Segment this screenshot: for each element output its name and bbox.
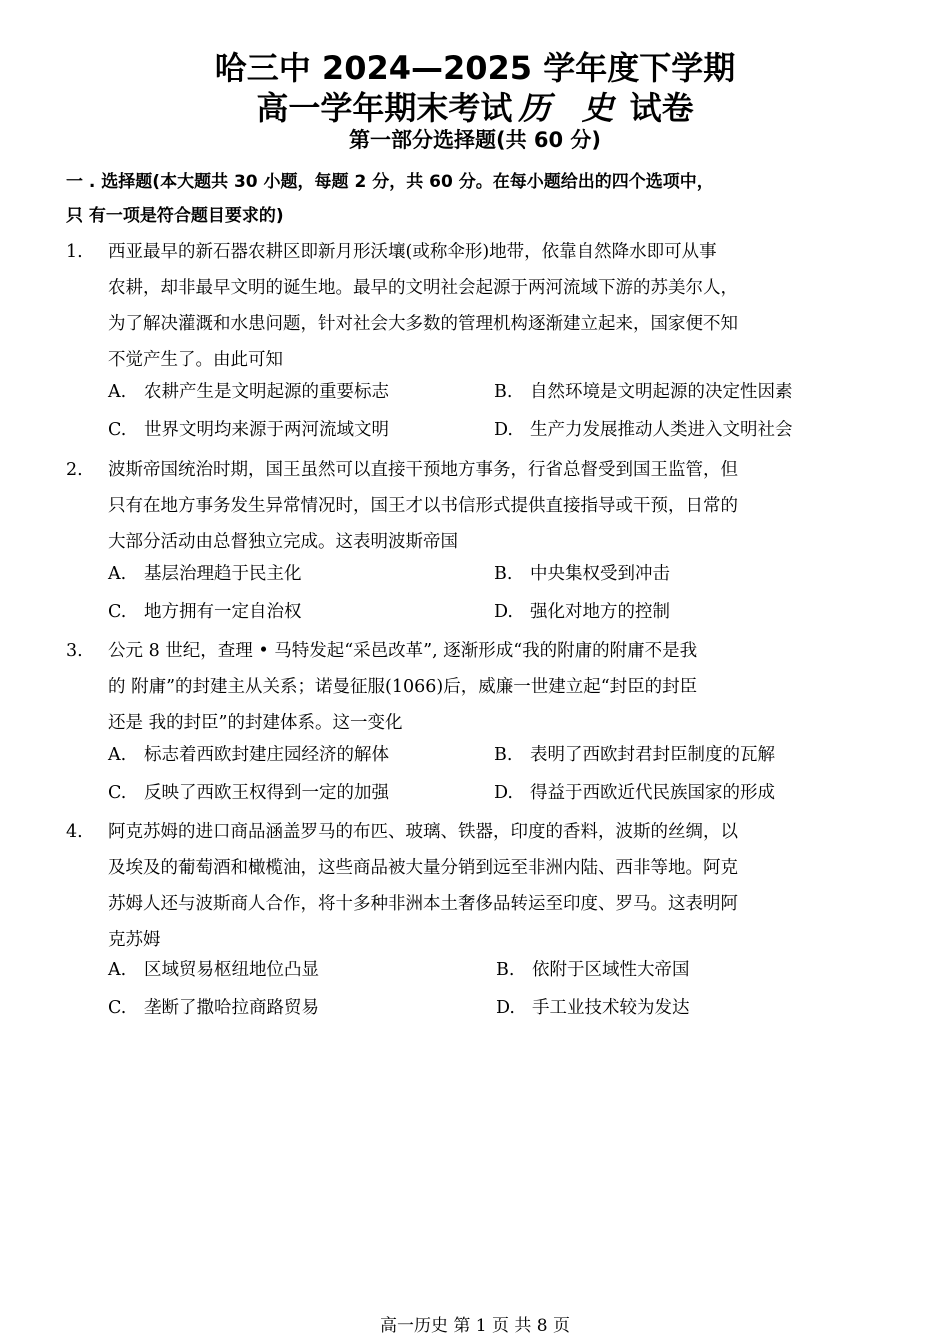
option-a: A. 区域贸易枢纽地位凸显: [108, 960, 319, 980]
question-line: 苏姆人还与波斯商人合作，将十多种非洲本土奢侈品转运至印度、罗马。这表明阿: [108, 894, 738, 914]
question-line: 不觉产生了。由此可知: [108, 350, 283, 370]
option-b: B. 中央集权受到冲击: [494, 564, 670, 584]
question-number: 2.: [66, 460, 83, 480]
question-line: 公元 8 世纪，查理 • 马特发起“采邑改革”, 逐渐形成“我的附庸的附庸不是我: [108, 641, 698, 661]
option-a: A. 农耕产生是文明起源的重要标志: [108, 382, 389, 402]
question-number: 1.: [66, 242, 83, 262]
question-line: 的 附庸”的封建主从关系；诺曼征服(1066)后，威廉一世建立起“封臣的封臣: [108, 677, 698, 697]
question-number: 3.: [66, 641, 83, 661]
option-d: D. 得益于西欧近代民族国家的形成: [494, 783, 775, 803]
question-line: 还是 我的封臣”的封建体系。这一变化: [108, 713, 403, 733]
question-line: 西亚最早的新石器农耕区即新月形沃壤(或称伞形)地带，依靠自然降水即可从事: [108, 242, 717, 262]
option-c: C. 反映了西欧王权得到一定的加强: [108, 783, 389, 803]
option-b: B. 依附于区域性大帝国: [496, 960, 690, 980]
option-b: B. 自然环境是文明起源的决定性因素: [494, 382, 793, 402]
option-c: C. 世界文明均来源于两河流域文明: [108, 420, 389, 440]
option-a: A. 基层治理趋于民主化: [108, 564, 302, 584]
question-line: 只有在地方事务发生异常情况时，国王才以书信形式提供直接指导或干预，日常的: [108, 496, 738, 516]
option-d: D. 手工业技术较为发达: [496, 998, 690, 1018]
exam-title: 哈三中 2024—2025 学年度下学期: [214, 49, 736, 87]
question-line: 波斯帝国统治时期，国王虽然可以直接干预地方事务，行省总督受到国王监管，但: [108, 460, 738, 480]
option-a: A. 标志着西欧封建庄园经济的解体: [108, 745, 389, 765]
question-line: 及埃及的葡萄酒和橄榄油，这些商品被大量分销到远至非洲内陆、西非等地。阿克: [108, 858, 738, 878]
subtitle-post: 试卷: [629, 89, 694, 127]
page-footer: 高一历史 第 1 页 共 8 页: [379, 1316, 571, 1336]
option-c: C. 地方拥有一定自治权: [108, 602, 302, 622]
option-d: D. 生产力发展推动人类进入文明社会: [494, 420, 793, 440]
option-c: C. 垄断了撒哈拉商路贸易: [108, 998, 319, 1018]
subtitle-pre: 高一学年期末考试: [256, 89, 513, 127]
option-b: B. 表明了西欧封君封臣制度的瓦解: [494, 745, 775, 765]
subject-name: 历 史: [518, 89, 624, 127]
question-line: 克苏姆: [108, 930, 161, 950]
section-instruction-line1: 一 . 选择题(本大题共 30 小题，每题 2 分，共 60 分。在每小题给出的四个选项中，: [66, 172, 714, 192]
option-d: D. 强化对地方的控制: [494, 602, 670, 622]
question-line: 阿克苏姆的进口商品涵盖罗马的布匹、玻璃、铁器，印度的香料，波斯的丝绸，以: [108, 822, 738, 842]
section-instruction-line2: 只 有一项是符合题目要求的): [66, 206, 284, 226]
part-title: 第一部分选择题(共 60 分): [348, 128, 602, 152]
question-line: 为了解决灌溉和水患问题，针对社会大多数的管理机构逐渐建立起来，国家便不知: [108, 314, 738, 334]
question-line: 大部分活动由总督独立完成。这表明波斯帝国: [108, 532, 458, 552]
question-number: 4.: [66, 822, 83, 842]
question-line: 农耕，却非最早文明的诞生地。最早的文明社会起源于两河流域下游的苏美尔人，: [108, 278, 738, 298]
